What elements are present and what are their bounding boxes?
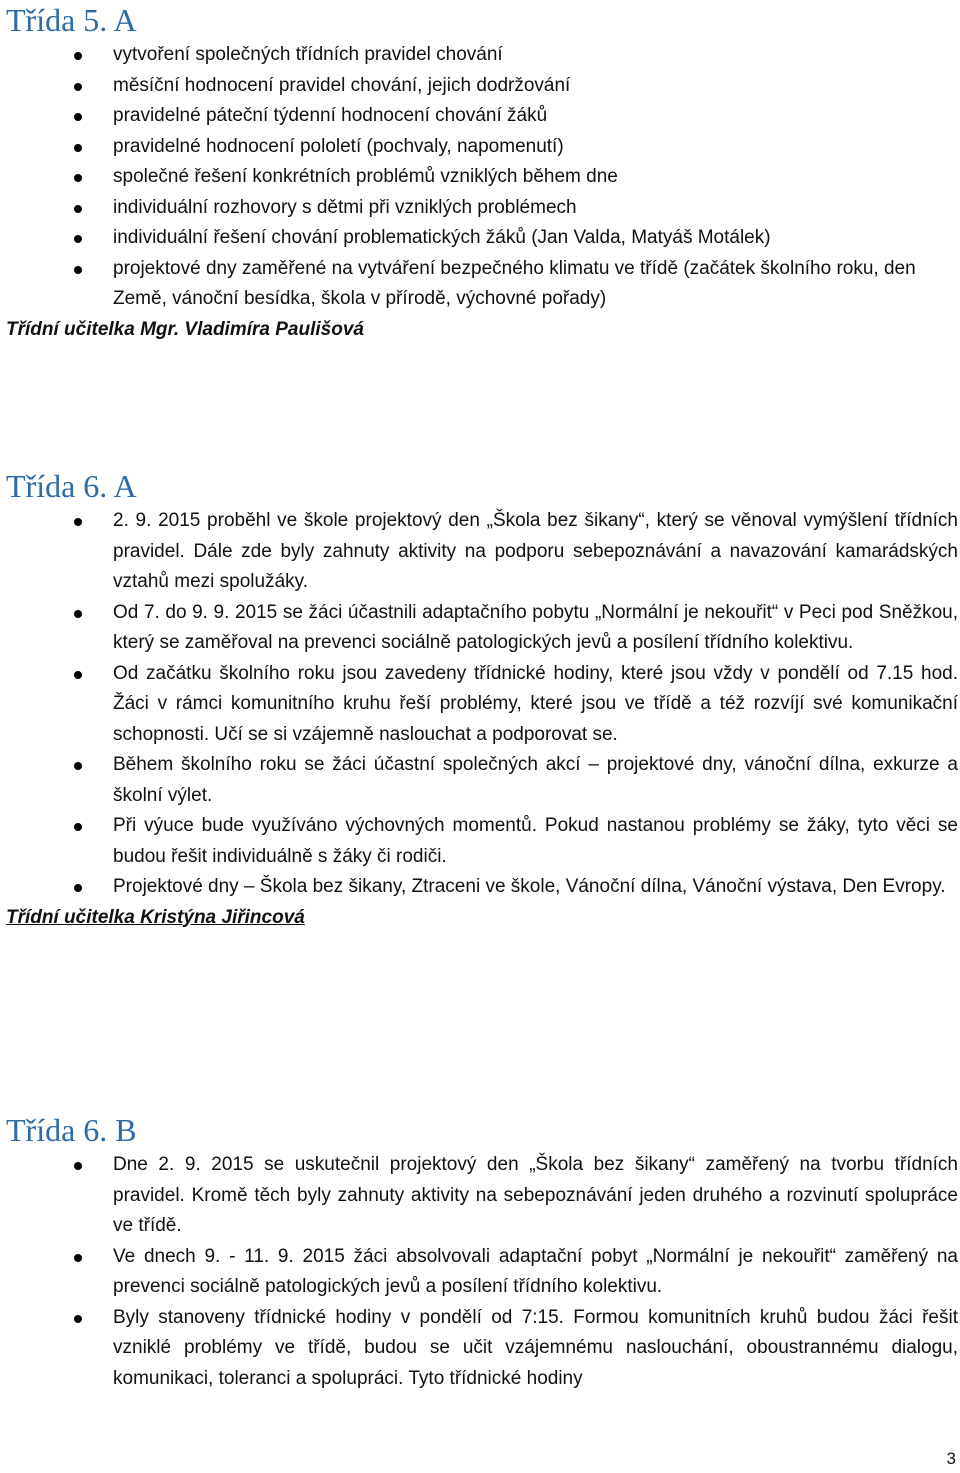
section-class-6a <box>0 466 960 933</box>
bullet-icon <box>74 52 82 60</box>
list-item: pravidelné páteční týdenní hodnocení chování žáků <box>0 101 960 132</box>
bullet-icon <box>74 144 82 152</box>
class-teacher: Třídní učitelka Mgr. Vladimíra Paulišová <box>6 318 364 340</box>
bullet-icon <box>74 266 82 274</box>
bullet-icon <box>74 762 82 770</box>
bullet-icon <box>74 1315 82 1323</box>
list-item: Od začátku školního roku jsou zavedeny třídnické hodiny, které jsou vždy v pondělí od 7.15 hod. Žáci v rámci komunitního kruhu řeší problémy, které jsou ve třídě a též rozvíjí své komunikační schopnosti. Učí se si vzájemně naslouchat a podporovat se. <box>0 659 960 751</box>
bullet-icon <box>74 823 82 831</box>
bullet-icon <box>74 113 82 121</box>
bullet-icon <box>74 205 82 213</box>
list-item: Dne 2. 9. 2015 se uskutečnil projektový den „Škola bez šikany“ zaměřený na tvorbu třídních pravidel. Kromě těch byly zahnuty aktivity na sebepoznávání jeden druhého a rozvinutí spolupráce ve třídě. <box>0 1150 960 1242</box>
bullet-list <box>0 1150 960 1394</box>
bullet-list <box>0 506 960 903</box>
list-item: Během školního roku se žáci účastní společných akcí – projektové dny, vánoční dílna, exkurze a školní výlet. <box>0 750 960 811</box>
list-item: společné řešení konkrétních problémů vzniklých během dne <box>0 162 960 193</box>
section-title: Třída 6. B <box>6 1112 137 1148</box>
list-item: Při výuce bude využíváno výchovných momentů. Pokud nastanou problémy se žáky, tyto věci se budou řešit individuálně s žáky či rodiči. <box>0 811 960 872</box>
section-title: Třída 6. A <box>6 468 137 504</box>
bullet-list <box>0 40 960 315</box>
section-class-6b <box>0 1110 960 1394</box>
list-item: Projektové dny – Škola bez šikany, Ztraceni ve škole, Vánoční dílna, Vánoční výstava, Den Evropy. <box>0 872 960 903</box>
bullet-icon <box>74 235 82 243</box>
bullet-icon <box>74 1254 82 1262</box>
list-item: individuální řešení chování problematických žáků (Jan Valda, Matyáš Motálek) <box>0 223 960 254</box>
list-item: Od 7. do 9. 9. 2015 se žáci účastnili adaptačního pobytu „Normální je nekouřit“ v Peci pod Sněžkou, který se zaměřoval na prevenci sociálně patologických jevů a posílení třídního kolektivu. <box>0 598 960 659</box>
section-title: Třída 5. A <box>6 2 137 38</box>
bullet-icon <box>74 83 82 91</box>
list-item: pravidelné hodnocení pololetí (pochvaly, napomenutí) <box>0 132 960 163</box>
bullet-icon <box>74 610 82 618</box>
bullet-icon <box>74 884 82 892</box>
bullet-icon <box>74 518 82 526</box>
bullet-icon <box>74 1162 82 1170</box>
section-class-5a <box>0 0 960 345</box>
list-item: vytvoření společných třídních pravidel chování <box>0 40 960 71</box>
list-item: 2. 9. 2015 proběhl ve škole projektový den „Škola bez šikany“, který se věnoval vymýšlení třídních pravidel. Dále zde byly zahnuty aktivity na podporu sebepoznávání a navazování kamarádských vztahů mezi spolužáky. <box>0 506 960 598</box>
list-item: individuální rozhovory s dětmi při vzniklých problémech <box>0 193 960 224</box>
list-item: měsíční hodnocení pravidel chování, jejich dodržování <box>0 71 960 102</box>
list-item: projektové dny zaměřené na vytváření bezpečného klimatu ve třídě (začátek školního roku, den Země, vánoční besídka, škola v přírodě, výchovné pořady) <box>0 254 960 315</box>
list-item: Ve dnech 9. - 11. 9. 2015 žáci absolvovali adaptační pobyt „Normální je nekouřit“ zaměřený na prevenci sociálně patologických jevů a posílení třídního kolektivu. <box>0 1242 960 1303</box>
list-item: Byly stanoveny třídnické hodiny v pondělí od 7:15. Formou komunitních kruhů budou žáci řešit vzniklé problémy ve třídě, budou se učit vzájemnému naslouchání, oboustrannému dialogu, komunikaci, toleranci a spolupráci. Tyto třídnické hodiny <box>0 1303 960 1395</box>
bullet-icon <box>74 174 82 182</box>
page-number: 3 <box>946 1449 956 1468</box>
bullet-icon <box>74 671 82 679</box>
class-teacher: Třídní učitelka Kristýna Jiřincová <box>6 906 305 928</box>
